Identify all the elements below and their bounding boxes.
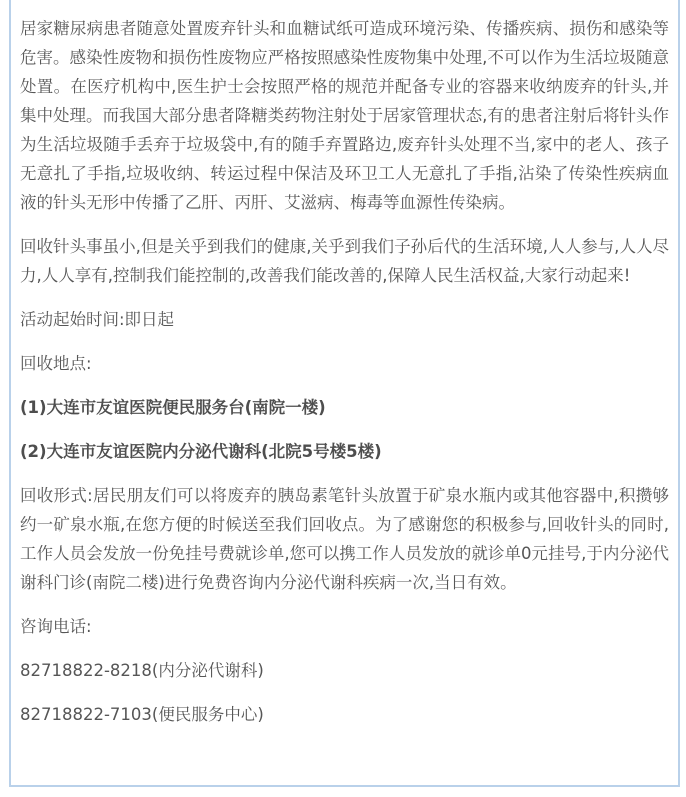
recycle-location-label: 回收地点:	[20, 354, 92, 373]
contact-phone-label: 咨询电话:	[20, 617, 92, 636]
activity-start-time: 活动起始时间:即日起	[20, 310, 175, 329]
phone-service-center: 82718822-7103(便民服务中心)	[20, 705, 264, 724]
paragraph-recycle-method: 回收形式:居民朋友们可以将废弃的胰岛素笔针头放置于矿泉水瓶内或其他容器中,积攒够约一矿泉水瓶,在您方便的时候送至我们回收点。为了感谢您的积极参与,回收针头的同时,工作人员会发放一份免挂号费就诊单,您可以携工作人员发放的就诊单0元挂号,于内分泌代谢科门诊(南院二楼)进行免费咨询内分泌代谢科疾病一次,当日有效。	[20, 486, 669, 592]
article-content-box	[9, 0, 680, 787]
phone-endocrinology: 82718822-8218(内分泌代谢科)	[20, 661, 264, 680]
paragraph-call-to-action: 回收针头事虽小,但是关乎到我们的健康,关乎到我们子孙后代的生活环境,人人参与,人人尽力,人人享有,控制我们能控制的,改善我们能改善的,保障人民生活权益,大家行动起来!	[20, 237, 669, 285]
paragraph-hazard-intro: 居家糖尿病患者随意处置废弃针头和血糖试纸可造成环境污染、传播疾病、损伤和感染等危害。感染性废物和损伤性废物应严格按照感染性废物集中处理,不可以作为生活垃圾随意处置。在医疗机构中,医生护士会按照严格的规范并配备专业的容器来收纳废弃的针头,并集中处理。而我国大部分患者降糖类药物注射处于居家管理状态,有的患者注射后将针头作为生活垃圾随手丢弃于垃圾袋中,有的随手弃置路边,废弃针头处理不当,家中的老人、孩子无意扎了手指,垃圾收纳、转运过程中保洁及环卫工人无意扎了手指,沾染了传染性疾病血液的针头无形中传播了乙肝、丙肝、艾滋病、梅毒等血源性传染病。	[20, 19, 669, 212]
recycle-location-1: (1)大连市友谊医院便民服务台(南院一楼)	[20, 398, 326, 417]
recycle-location-2: (2)大连市友谊医院内分泌代谢科(北院5号楼5楼)	[20, 442, 382, 461]
